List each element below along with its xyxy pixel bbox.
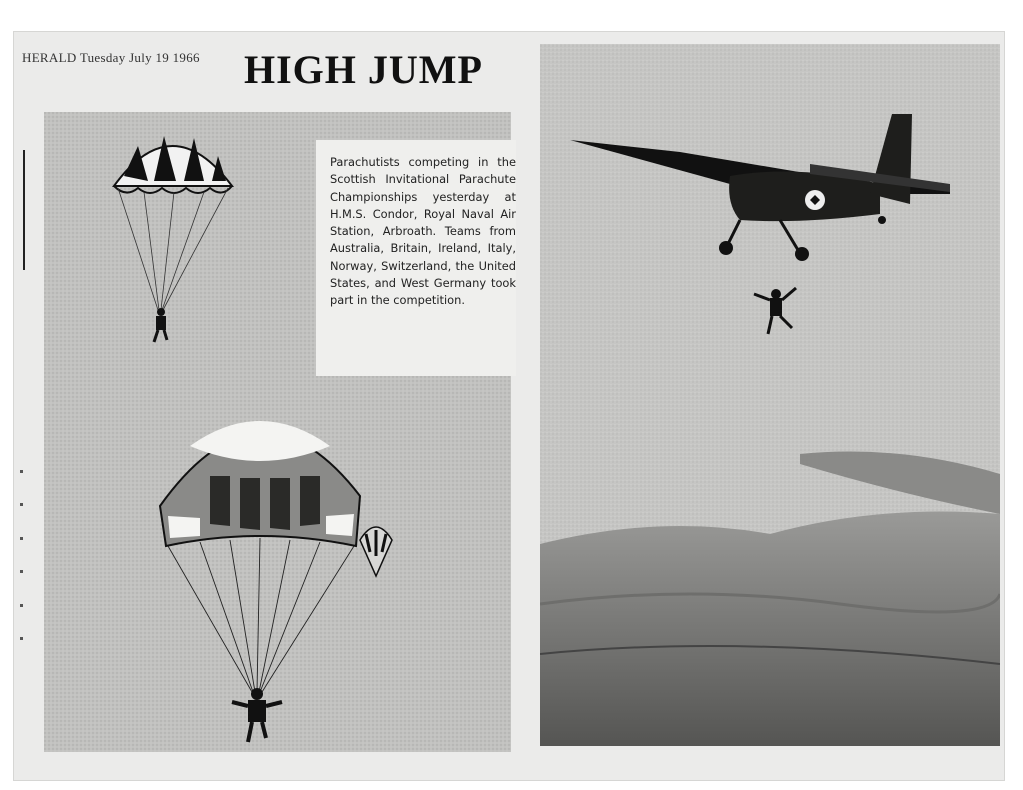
headline: HIGH JUMP [244, 47, 483, 92]
caption-box [316, 140, 516, 376]
photo-airplane [540, 44, 1000, 746]
edge-marks [20, 470, 26, 640]
margin-rule [23, 150, 25, 270]
caption-text: Parachutists competing in the Scottish Invitational Parachute Championships yesterday at H.M.S. Condor, Royal Naval Air Station, Arbroath. Teams from Australia, Britain, Ireland, Italy, Norway, Switzerland, the United States, and West Germany took part in the competition. [330, 155, 516, 308]
masthead-dateline: HERALD Tuesday July 19 1966 [22, 50, 200, 65]
